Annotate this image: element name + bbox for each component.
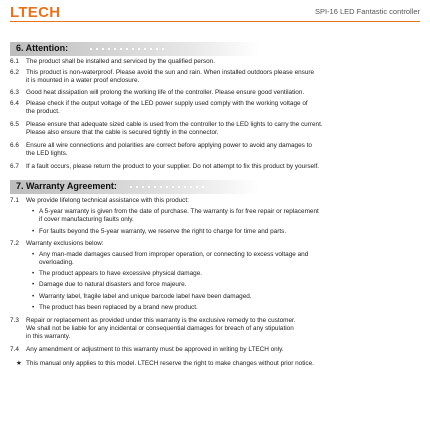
- item-number: 6.6: [10, 142, 19, 149]
- bullet-icon: •: [32, 251, 35, 258]
- item-text: The product shall be installed and serviced by the qualified person.: [26, 58, 215, 65]
- ltech-logo: LTECH: [10, 4, 61, 21]
- item-text: Any amendment or adjustment to this warranty must be approved in writing by LTECH only.: [26, 346, 284, 353]
- section-title-attention: 6. Attention:: [16, 43, 69, 53]
- decorative-dots: [128, 185, 208, 189]
- header-divider: [10, 21, 420, 22]
- item-text: Warranty exclusions below:: [26, 240, 104, 247]
- item-number: 6.7: [10, 163, 19, 170]
- bullet-icon: •: [32, 270, 35, 277]
- bullet-icon: •: [32, 208, 35, 215]
- item-text: Good heat dissipation will prolong the working life of the controller. Please ensure good ventilation.: [26, 89, 305, 96]
- star-icon: ★: [16, 360, 22, 367]
- bullet-text: Warranty label, fragile label and unique barcode label have been damaged.: [39, 293, 252, 300]
- bullet-icon: •: [32, 304, 35, 311]
- disclaimer-text: This manual only applies to this model. LTECH reserve the right to make changes without prior notice.: [26, 360, 314, 367]
- section-title-warranty: 7. Warranty Agreement:: [16, 181, 117, 191]
- item-number: 7.2: [10, 240, 19, 247]
- item-number: 6.4: [10, 100, 19, 107]
- section-header-warranty: [10, 180, 260, 194]
- item-number: 6.5: [10, 121, 19, 128]
- item-text: Repair or replacement as provided under this warranty is the exclusive remedy to the customer. We shall not be liable for any incidental or consequential damages for breach of any stipulation in this warranty.: [26, 317, 296, 341]
- item-number: 7.1: [10, 197, 19, 204]
- bullet-icon: •: [32, 228, 35, 235]
- bullet-text: For faults beyond the 5-year warranty, we reserve the right to charge for time and parts.: [39, 228, 287, 235]
- item-number: 7.4: [10, 346, 19, 353]
- item-text: We provide lifelong technical assistance with this product:: [26, 197, 189, 204]
- item-number: 6.3: [10, 89, 19, 96]
- disclaimer-note: [16, 360, 314, 368]
- model-name: SPI-16 LED Fantastic controller: [314, 7, 420, 16]
- bullet-text: Damage due to natural disasters and force majeure.: [39, 281, 187, 288]
- bullet-text: The product appears to have excessive physical damage.: [39, 270, 203, 277]
- section-header-attention: [10, 42, 260, 56]
- item-text: Please ensure that adequate sized cable is used from the controller to the LED lights to carry the current. Please also ensure that the cable is secured tightly in the connector.: [26, 121, 323, 137]
- bullet-icon: •: [32, 281, 35, 288]
- page-header: [0, 0, 430, 36]
- bullet-text: The product has been replaced by a brand new product.: [39, 304, 198, 311]
- item-number: 6.1: [10, 58, 19, 65]
- bullet-text: A 5-year warranty is given from the date of purchase. The warranty is for free repair or replacement if cover manufacturing faults only.: [39, 208, 319, 224]
- item-number: 6.2: [10, 69, 19, 76]
- item-text: Please check if the output voltage of the LED power supply used comply with the working voltage of the product.: [26, 100, 308, 116]
- bullet-icon: •: [32, 293, 35, 300]
- item-number: 7.3: [10, 317, 19, 324]
- item-text: Ensure all wire connections and polarities are correct before applying power to avoid any damages to the LED lights.: [26, 142, 312, 158]
- decorative-dots: [88, 47, 168, 51]
- item-text: This product is non-waterproof. Please avoid the sun and rain. When installed outdoors please ensure it is mounted in a water proof enclosure.: [26, 69, 315, 85]
- bullet-text: Any man-made damages caused from improper operation, or connecting to excess voltage and overloading.: [39, 251, 309, 267]
- item-text: If a fault occurs, please return the product to your supplier. Do not attempt to fix this product by yourself.: [26, 163, 320, 170]
